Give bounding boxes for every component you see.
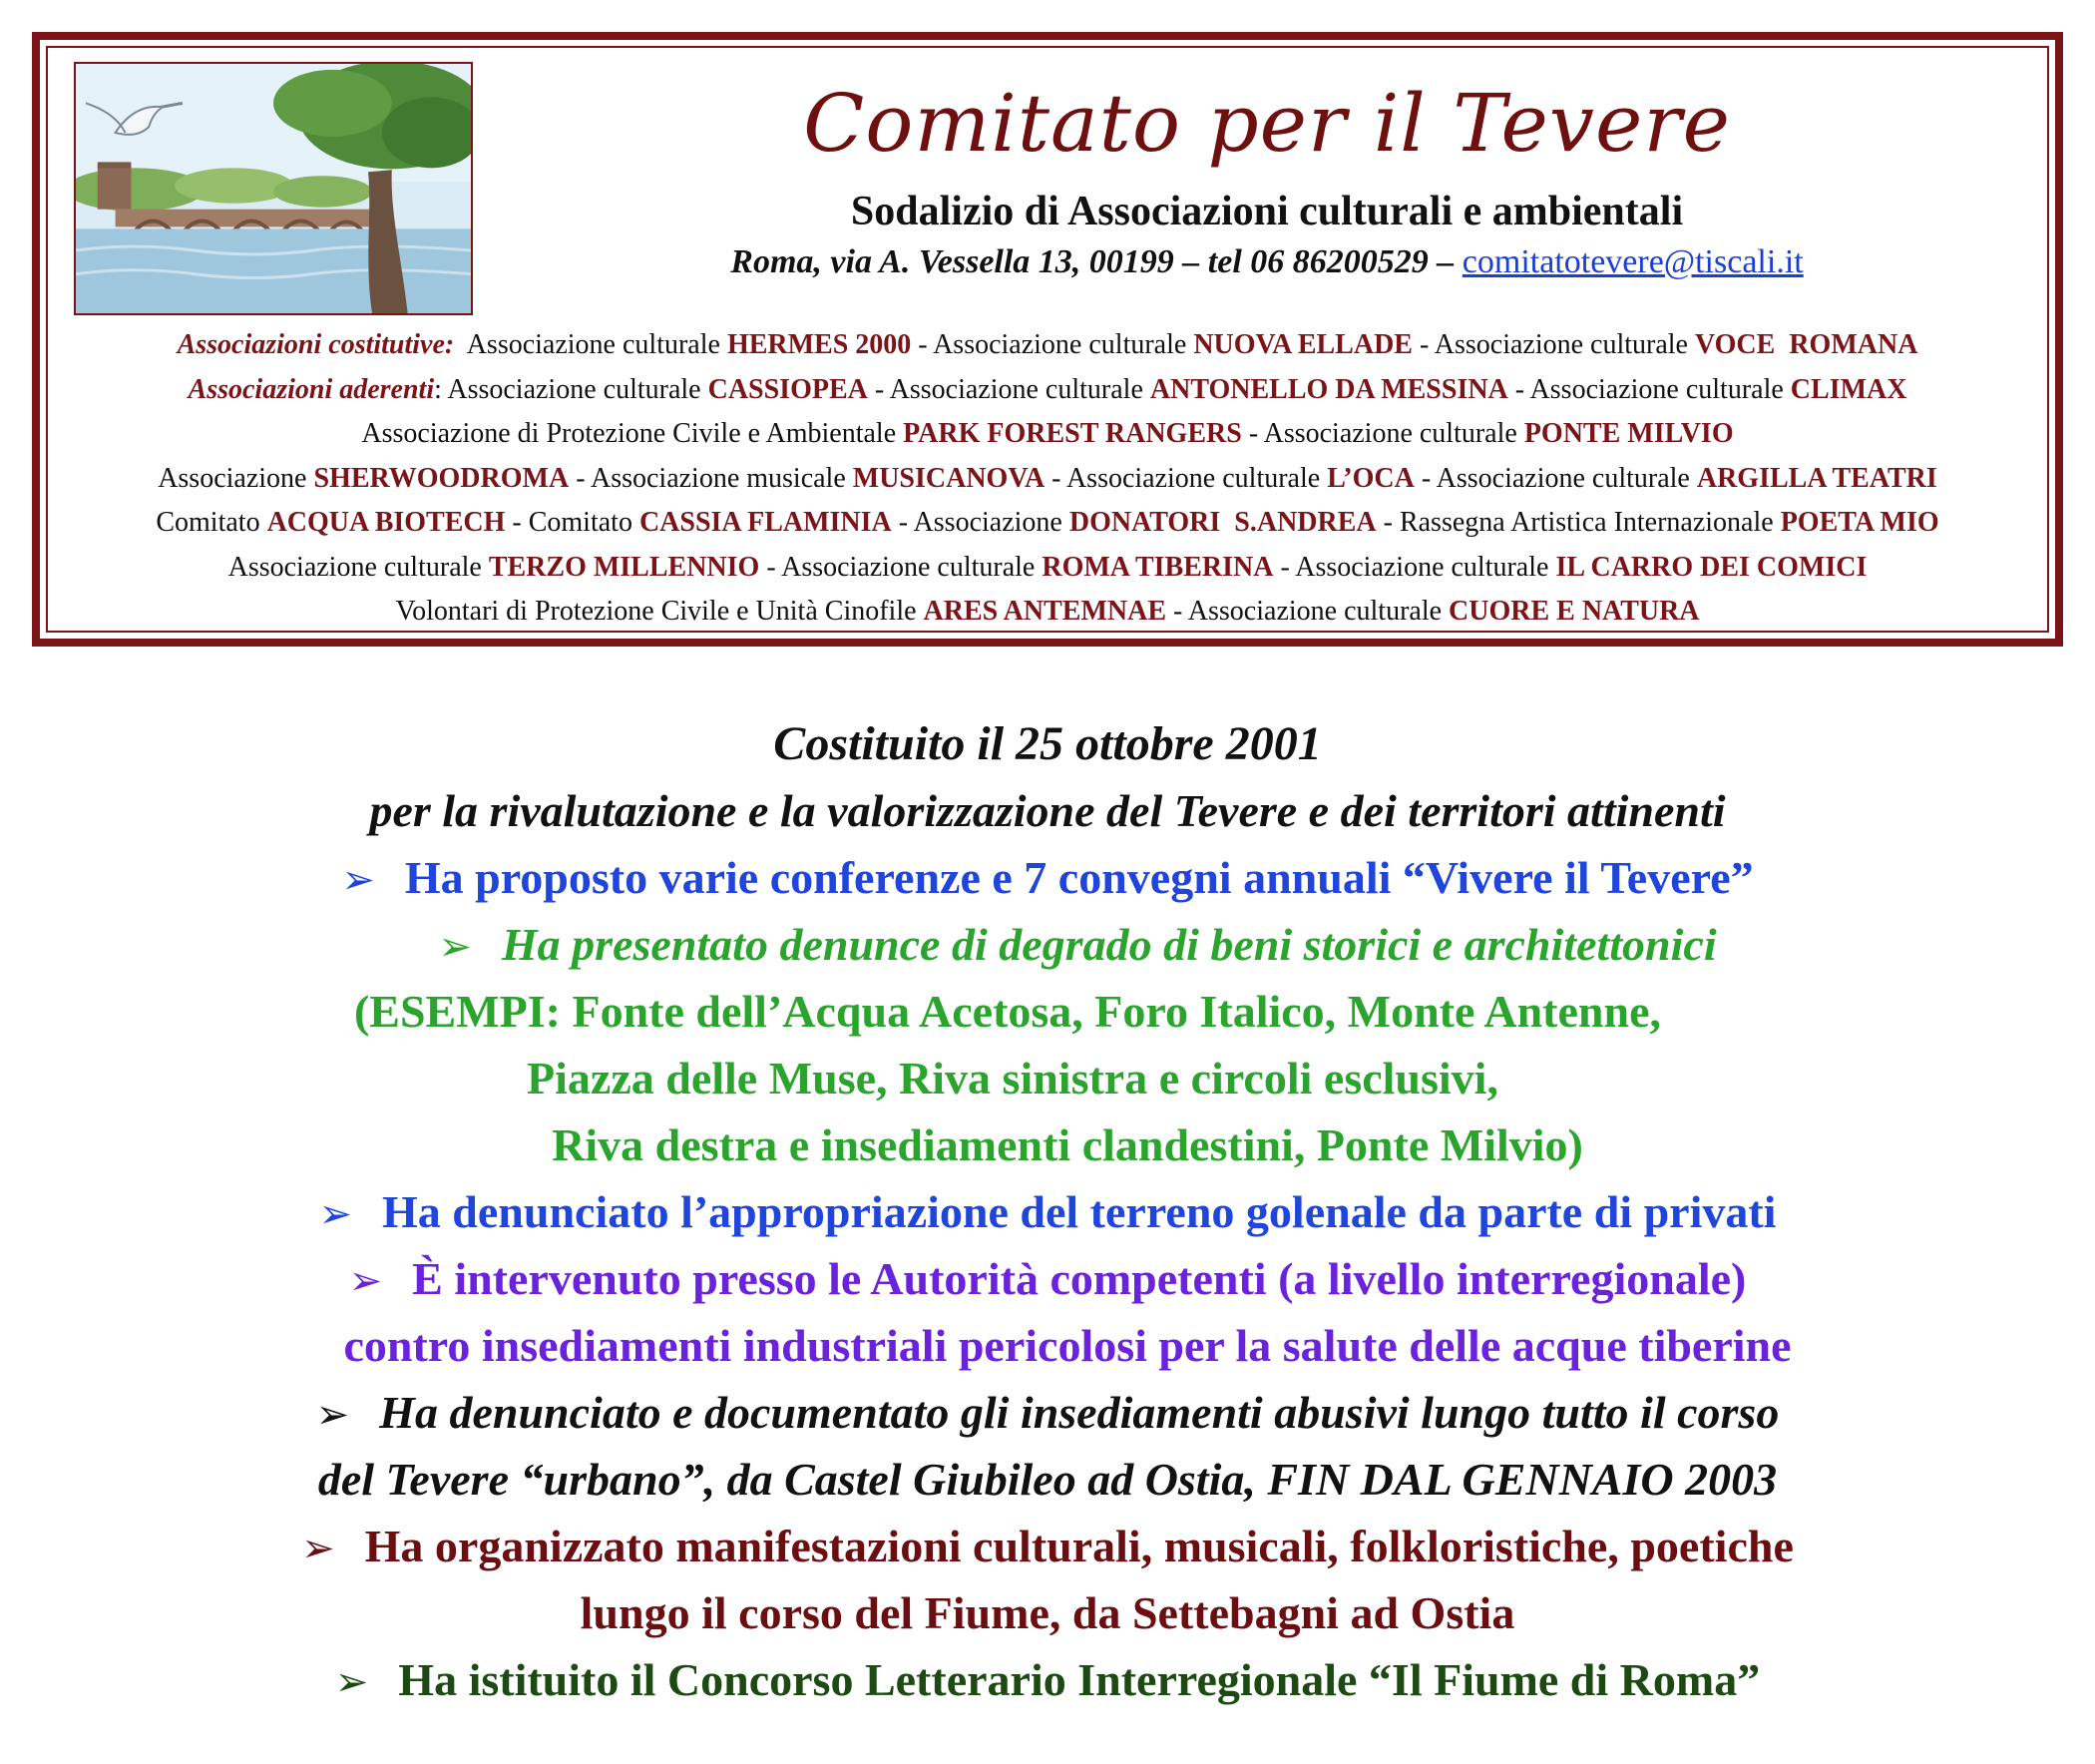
purpose-line: per la rivalutazione e la valorizzazione del Tevere e dei territori attinenti bbox=[369, 785, 1726, 836]
association-group-label: Associazioni costitutive: bbox=[177, 329, 455, 360]
association-line bbox=[48, 590, 2047, 635]
examples-line-2: Piazza delle Muse, Riva sinistra e circoli esclusivi, bbox=[527, 1053, 1498, 1103]
bullet-item-6-continued: lungo il corso del Fiume, da Settebagni ad Ostia bbox=[580, 1587, 1515, 1638]
association-type: - Associazione culturale bbox=[1414, 462, 1697, 494]
association-type: : Associazione culturale bbox=[434, 373, 708, 405]
association-line bbox=[48, 323, 2047, 368]
examples-line-1: (ESEMPI: Fonte dell’Acqua Acetosa, Foro Italico, Monte Antenne, bbox=[353, 986, 1662, 1037]
association-type: - Rassegna Artistica Internazionale bbox=[1376, 507, 1781, 538]
association-type: - Associazione culturale bbox=[1166, 596, 1450, 627]
association-type: - Associazione culturale bbox=[1241, 418, 1524, 449]
association-type: Volontari di Protezione Civile e Unità Cinofile bbox=[395, 596, 924, 627]
association-line bbox=[48, 501, 2047, 546]
association-name: ARES ANTEMNAE bbox=[923, 596, 1167, 627]
bullet-item-5-continued: del Tevere “urbano”, da Castel Giubileo ad Ostia, FIN DAL GENNAIO 2003 bbox=[317, 1454, 1778, 1505]
association-group-label: Associazioni aderenti bbox=[188, 373, 435, 405]
association-line bbox=[48, 412, 2047, 457]
examples-line-3: Riva destra e insediamenti clandestini, Ponte Milvio) bbox=[552, 1119, 1583, 1170]
association-name: ANTONELLO DA MESSINA bbox=[1149, 373, 1508, 405]
email-link[interactable]: comitatotevere@tiscali.it bbox=[1462, 243, 1804, 280]
association-type: - Associazione bbox=[891, 507, 1069, 538]
association-type: Associazione bbox=[158, 462, 314, 494]
bullet-text: Ha istituito il Concorso Letterario Interregionale “Il Fiume di Roma” bbox=[398, 1654, 1761, 1705]
bullet-text: Ha proposto varie conferenze e 7 convegni annuali “Vivere il Tevere” bbox=[404, 852, 1754, 903]
bullet-text: Ha organizzato manifestazioni culturali, musicali, folkloristiche, poetiche bbox=[364, 1521, 1794, 1571]
arrow-bullet-icon: ➢ bbox=[318, 1191, 353, 1237]
association-type: - Associazione musicale bbox=[569, 462, 853, 494]
arrow-bullet-icon: ➢ bbox=[301, 1526, 335, 1571]
bullet-item-1 bbox=[0, 844, 2095, 911]
organization-subtitle: Sodalizio di Associazioni culturali e ambientali bbox=[850, 189, 1684, 234]
associations-list bbox=[48, 323, 2047, 635]
bullet-item-6 bbox=[0, 1513, 2095, 1579]
association-name: ROMA TIBERINA bbox=[1042, 551, 1274, 583]
bullet-item-5 bbox=[0, 1379, 2095, 1446]
address-text: Roma, via A. Vessella 13, 00199 – tel 06 86200529 – bbox=[730, 243, 1455, 280]
association-line bbox=[48, 368, 2047, 413]
bullet-item-4-continued: contro insediamenti industriali pericolosi per la salute delle acque tiberine bbox=[343, 1320, 1792, 1371]
logo-river-painting bbox=[74, 62, 473, 315]
association-type: - Comitato bbox=[505, 507, 639, 538]
association-name: DONATORI S.ANDREA bbox=[1068, 507, 1377, 538]
founded-line: Costituito il 25 ottobre 2001 bbox=[773, 717, 1322, 770]
bullet-text: È intervenuto presso le Autorità competenti (a livello interregionale) bbox=[412, 1253, 1747, 1304]
association-type: - Associazione culturale bbox=[1507, 373, 1791, 405]
association-name: CLIMAX bbox=[1790, 373, 1907, 405]
association-type: Associazione culturale bbox=[227, 551, 489, 583]
association-type: - Associazione culturale bbox=[1045, 462, 1328, 494]
bullet-item-2 bbox=[0, 911, 2095, 978]
contact-address bbox=[559, 243, 1975, 281]
association-name: CASSIA FLAMINIA bbox=[638, 507, 892, 538]
association-name: CASSIOPEA bbox=[707, 373, 868, 405]
association-name: VOCE ROMANA bbox=[1694, 329, 1918, 360]
river-landscape-illustration bbox=[76, 64, 471, 313]
bullet-item-3 bbox=[0, 1178, 2095, 1245]
association-name: IL CARRO DEI COMICI bbox=[1555, 551, 1868, 583]
main-content bbox=[0, 710, 2095, 1713]
arrow-bullet-icon: ➢ bbox=[438, 924, 472, 970]
association-name: TERZO MILLENNIO bbox=[488, 551, 760, 583]
association-name: HERMES 2000 bbox=[726, 329, 912, 360]
association-name: PONTE MILVIO bbox=[1523, 418, 1734, 449]
arrow-bullet-icon: ➢ bbox=[315, 1392, 350, 1438]
association-type: - Associazione culturale bbox=[1273, 551, 1556, 583]
association-name: MUSICANOVA bbox=[852, 462, 1046, 494]
association-line bbox=[48, 546, 2047, 591]
bullet-item-4 bbox=[0, 1245, 2095, 1312]
association-name: ARGILLA TEATRI bbox=[1696, 462, 1937, 494]
association-line bbox=[48, 457, 2047, 502]
association-type: Comitato bbox=[156, 507, 267, 538]
association-type: - Associazione culturale bbox=[911, 329, 1194, 360]
association-name: POETA MIO bbox=[1780, 507, 1939, 538]
association-name: SHERWOODROMA bbox=[313, 462, 570, 494]
bullet-item-7 bbox=[0, 1646, 2095, 1713]
association-name: ACQUA BIOTECH bbox=[266, 507, 506, 538]
association-type: - Associazione culturale bbox=[1412, 329, 1695, 360]
association-type: - Associazione culturale bbox=[867, 373, 1150, 405]
bullet-text: Ha denunciato l’appropriazione del terreno golenale da parte di privati bbox=[382, 1186, 1777, 1237]
association-type: Associazione culturale bbox=[454, 329, 727, 360]
association-name: NUOVA ELLADE bbox=[1193, 329, 1413, 360]
association-name: L’OCA bbox=[1327, 462, 1415, 494]
association-name: PARK FOREST RANGERS bbox=[903, 418, 1242, 449]
association-type: - Associazione culturale bbox=[759, 551, 1043, 583]
bullet-text: Ha denunciato e documentato gli insediamenti abusivi lungo tutto il corso bbox=[379, 1387, 1780, 1438]
organization-title: Comitato per il Tevere bbox=[803, 77, 1731, 170]
association-type: Associazione di Protezione Civile e Ambientale bbox=[361, 418, 904, 449]
arrow-bullet-icon: ➢ bbox=[348, 1258, 383, 1304]
association-name: CUORE E NATURA bbox=[1449, 596, 1700, 627]
arrow-bullet-icon: ➢ bbox=[341, 857, 375, 903]
arrow-bullet-icon: ➢ bbox=[334, 1659, 369, 1705]
bullet-text: Ha presentato denunce di degrado di beni storici e architettonici bbox=[501, 919, 1717, 970]
